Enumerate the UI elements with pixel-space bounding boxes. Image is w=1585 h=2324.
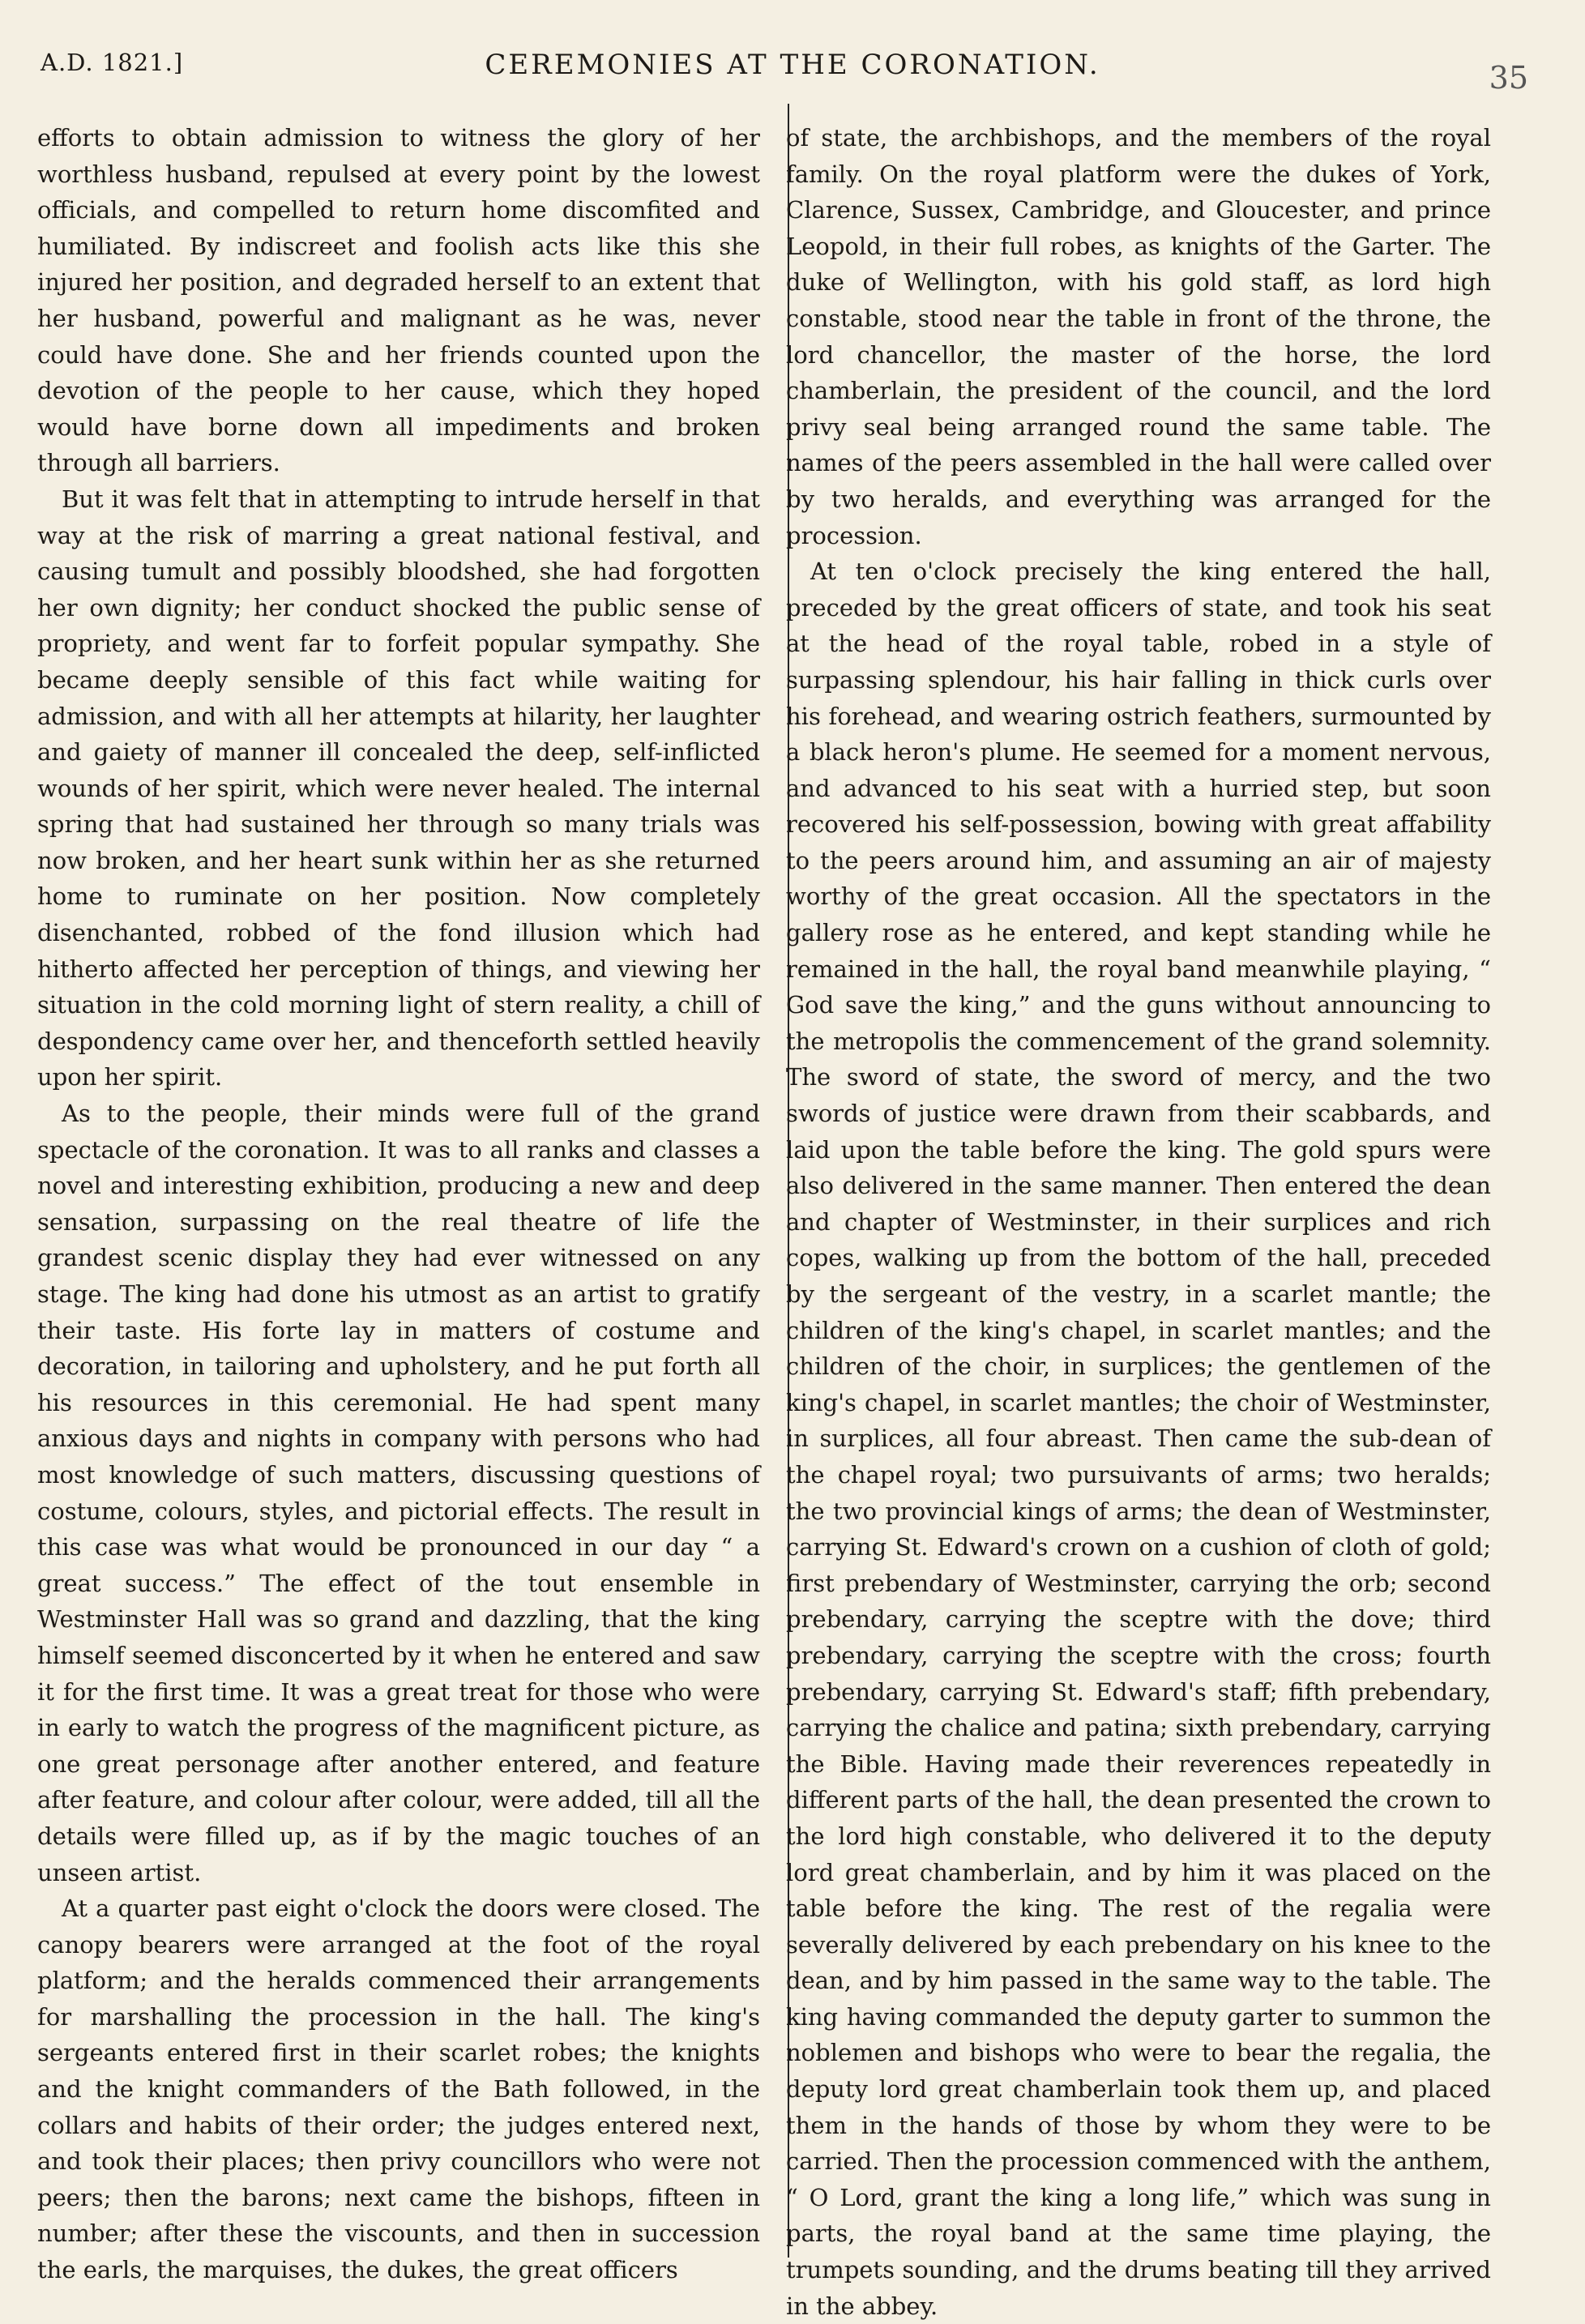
page-number: 35 [1489, 60, 1528, 96]
paragraph: But it was felt that in attempting to intrude herself in that way at the risk of marring a great national festival, and causing tumult and possibly bloodshed, she had forgotten her own dignity; her conduct shocked the public sense of propriety, and went far to forfeit popular sympathy. She became deeply sensible of this fact while waiting for admission, and with all her attempts at hilarity, her laughter and gaiety of manner ill concealed the deep, self-inflicted wounds of her spirit, which were never healed. The internal spring that had sustained her through so many trials was now broken, and her heart sunk within her as she returned home to ruminate on her position. Now completely disenchanted, robbed of the fond illusion which had hitherto affected her perception of things, and viewing her situation in the cold morning light of stern reality, a chill of despondency came over her, and thenceforth settled heavily upon her spirit. [37, 485, 760, 1092]
right-column [786, 120, 1491, 2320]
header-date: A.D. 1821.] [41, 49, 184, 76]
paragraph: efforts to obtain admission to witness the glory of her worthless husband, repulsed at every point by the lowest officials, and compelled to return home discomfited and humiliated. By indiscreet and foolish acts like this she injured her position, and degraded herself to an extent that her husband, powerful and malignant as he was, never could have done. She and her friends counted upon the devotion of the people to her cause, which they hoped would have borne down all impediments and broken through all barriers. [37, 124, 760, 477]
paragraph: At a quarter past eight o'clock the doors were closed. The canopy bearers were arranged at the foot of the royal platform; and the heralds commenced their arrangements for marshalling the procession in the hall. The king's sergeants entered first in their scarlet robes; the knights and the knight commanders of the Bath followed, in the collars and habits of their order; the judges entered next, and took their places; then privy councillors who were not peers; then the barons; next came the bishops, fifteen in number; after these the viscounts, and then in succession the earls, the marquises, the dukes, the great officers [37, 1895, 760, 2284]
paragraph: of state, the archbishops, and the members of the royal family. On the royal platform were the dukes of York, Clarence, Sussex, Cambridge, and Gloucester, and prince Leopold, in their full robes, as knights of the Garter. The duke of Wellington, with his gold staff, as lord high constable, stood near the table in front of the throne, the lord chancellor, the master of the horse, the lord chamberlain, the president of the council, and the lord privy seal being arranged round the same table. The names of the peers assembled in the hall were called over by two heralds, and everything was arranged for the procession. [786, 124, 1491, 549]
paragraph: As to the people, their minds were full of the grand spectacle of the coronation. It was to all ranks and classes a novel and interesting exhibition, producing a new and deep sensation, surpassing on the real theatre of life the grandest scenic display they had ever witnessed on any stage. The king had done his utmost as an artist to gratify their taste. His forte lay in matters of costume and decoration, in tailoring and upholstery, and he put forth all his resources in this ceremonial. He had spent many anxious days and nights in company with persons who had most knowledge of such matters, discussing questions of costume, colours, styles, and pictorial effects. The result in this case was what would be pronounced in our day “ a great success.” The effect of the tout ensemble in Westminster Hall was so grand and dazzling, that the king himself seemed disconcerted by it when he entered and saw it for the first time. It was a great treat for those who were in early to watch the progress of the magnificent picture, as one great personage after another entered, and feature after feature, and colour after colour, were added, till all the details were filled up, as if by the magic touches of an unseen artist. [37, 1100, 760, 1886]
page-title: CEREMONIES AT THE CORONATION. [485, 49, 1100, 81]
running-header [0, 49, 1585, 97]
left-column [37, 120, 760, 2284]
paragraph: At ten o'clock precisely the king entered the hall, preceded by the great officers of state, and took his seat at the head of the royal table, robed in a style of surpassing splendour, his hair falling in thick curls over his forehead, and wearing ostrich feathers, surmounted by a black heron's plume. He seemed for a moment nervous, and advanced to his seat with a hurried step, but soon recovered his self-possession, bowing with great affability to the peers around him, and assuming an air of majesty worthy of the great occasion. All the spectators in the gallery rose as he entered, and kept standing while he remained in the hall, the royal band meanwhile playing, “ God save the king,” and the guns without announcing to the metropolis the commencement of the grand solemnity. The sword of state, the sword of mercy, and the two swords of justice were drawn from their scabbards, and laid upon the table before the king. The gold spurs were also delivered in the same manner. Then entered the dean and chapter of Westminster, in their surplices and rich copes, walking up from the bottom of the hall, preceded by the sergeant of the vestry, in a scarlet mantle; the children of the king's chapel, in scarlet mantles; and the children of the choir, in surplices; the gentlemen of the king's chapel, in scarlet mantles; the choir of Westminster, in surplices, all four abreast. Then came the sub-dean of the chapel royal; two pursuivants of arms; two heralds; the two provincial kings of arms; the dean of Westminster, carrying St. Edward's crown on a cushion of cloth of gold; first prebendary of Westminster, carrying the orb; second prebendary, carrying the sceptre with the dove; third prebendary, carrying the sceptre with the cross; fourth prebendary, carrying St. Edward's staff; fifth prebendary, carrying the chalice and patina; sixth prebendary, carrying the Bible. Having made their reverences repeatedly in different parts of the hall, the dean presented the crown to the lord high constable, who delivered it to the deputy lord great chamberlain, and by him it was placed on the table before the king. The rest of the regalia were severally delivered by each prebendary on his knee to the dean, and by him passed in the same way to the table. The king having commanded the deputy garter to summon the noblemen and bishops who were to bear the regalia, the deputy lord great chamberlain took them up, and placed them in the hands of those by whom they were to be carried. Then the procession commenced with the anthem, “ O Lord, grant the king a long life,” which was sung in parts, the royal band at the same time playing, the trumpets sounding, and the drums beating till they arrived in the abbey. [786, 558, 1491, 2320]
